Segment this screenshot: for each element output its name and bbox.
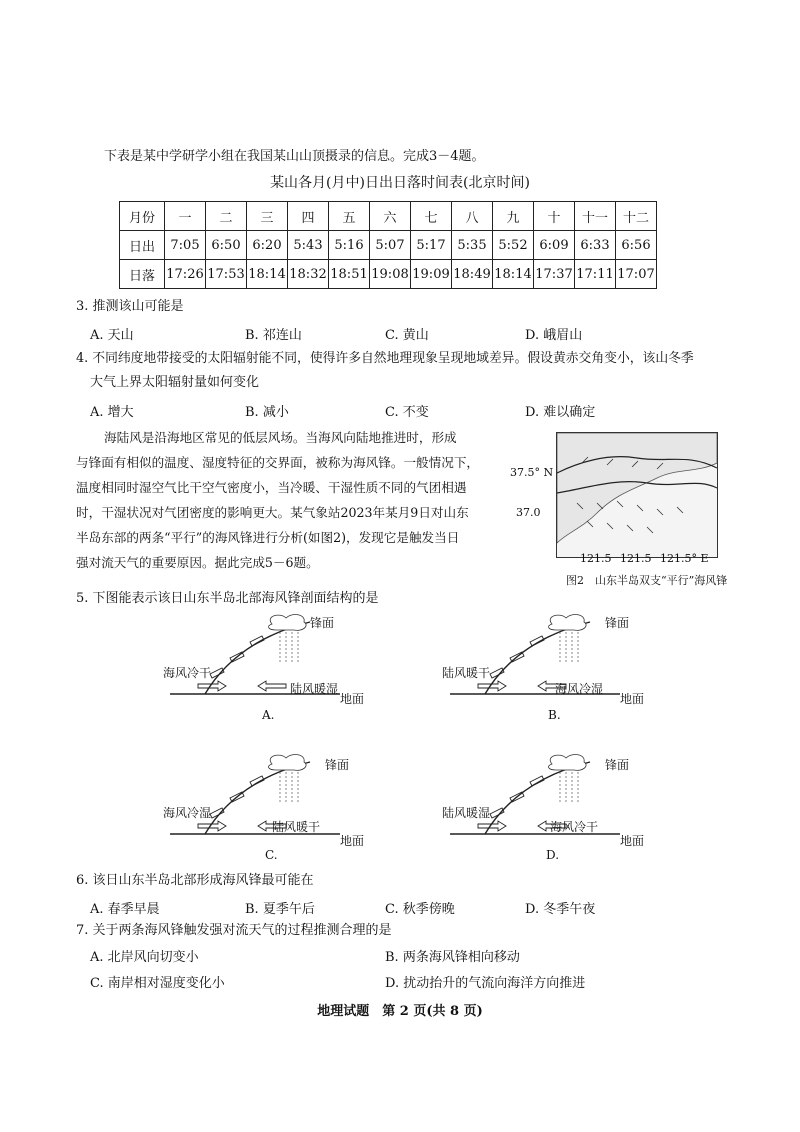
q6-stem: 6. 该日山东半岛北部形成海风锋最可能在 [76,873,314,888]
sunset-cell: 18:14 [493,260,534,289]
q5-stem: 5. 下图能表示该日山东半岛北部海风锋剖面结构的是 [76,591,379,606]
diagram-b-ground-label: 地面 [620,692,645,706]
diagram-d-right-air: 海风冷干 [550,820,599,834]
diagram-b-right-air: 海风冷湿 [555,682,604,696]
diagram-c-letter: C. [265,848,278,862]
month-cell: 八 [452,202,493,231]
lat-label-top: 37.5° N [510,466,554,479]
month-cell: 五 [329,202,370,231]
sunrise-cell: 6:33 [575,231,616,260]
sunset-cell: 19:09 [411,260,452,289]
table-row [120,260,657,289]
q4-option-d: D. 难以确定 [525,405,596,420]
q3-stem: 3. 推测该山可能是 [76,299,184,314]
q7-option-d: D. 扰动抬升的气流向海洋方向推进 [385,976,586,991]
month-cell: 四 [288,202,329,231]
figure2-map [556,432,718,558]
month-cell: 二 [206,202,247,231]
passage-line: 半岛东部的两条“平行”的海风锋进行分析(如图2)，发现它是触发当日 [76,530,460,545]
month-cell: 七 [411,202,452,231]
sunrise-cell: 5:16 [329,231,370,260]
q3-option-c: C. 黄山 [385,328,429,343]
month-cell: 十一 [575,202,616,231]
q4-option-a: A. 增大 [90,405,134,420]
diagram-d-ground-label: 地面 [620,834,645,848]
q6-option-c: C. 秋季傍晚 [385,902,455,917]
month-cell: 十二 [616,202,657,231]
diagram-c-right-air: 陆风暖干 [272,820,321,834]
q4-stem-line2: 大气上界太阳辐射量如何变化 [90,375,260,390]
diagram-a-letter: A. [262,708,275,722]
q7-stem: 7. 关于两条海风锋触发强对流天气的过程推测合理的是 [76,923,392,938]
lat-label-bottom: 37.0 [516,506,541,519]
sunset-cell: 18:32 [288,260,329,289]
figure2-caption: 图2 山东半岛双支“平行”海风锋 [566,574,728,587]
sunrise-cell: 5:17 [411,231,452,260]
sunrise-cell: 6:09 [534,231,575,260]
passage-line: 温度相同时湿空气比干空气密度小，当冷暖、干湿性质不同的气团相遇 [76,480,467,495]
table-caption: 某山各月(月中)日出日落时间表(北京时间) [270,175,530,191]
diagram-a-front-label: 锋面 [310,616,335,630]
diagram-b-left-air: 陆风暖干 [442,666,491,680]
passage-line: 海陆风是沿海地区常见的低层风场。当海风向陆地推进时，形成 [104,430,457,445]
q4-stem-line1: 4. 不同纬度地带接受的太阳辐射能不同，使得许多自然地理现象呈现地域差异。假设黄赤交角变小，该山冬季 [76,351,694,366]
month-cell: 六 [370,202,411,231]
sea-breeze-map-graphic [557,433,717,557]
lon-label: 121.5° E [660,552,709,565]
sunrise-cell: 5:43 [288,231,329,260]
diagram-b-letter: B. [548,708,561,722]
lon-label: 121.5 [580,552,612,565]
sunset-cell: 17:53 [206,260,247,289]
diagram-d-front-label: 锋面 [605,758,630,772]
sunset-cell: 17:37 [534,260,575,289]
q7-option-c: C. 南岸相对湿度变化小 [90,976,225,991]
diagram-a-left-air: 海风冷干 [163,666,212,680]
sunrise-cell: 6:20 [247,231,288,260]
sunset-cell: 18:14 [247,260,288,289]
diagram-c-ground-label: 地面 [340,834,365,848]
month-cell: 三 [247,202,288,231]
intro-text: 下表是某中学研学小组在我国某山山顶摄录的信息。完成3－4题。 [104,149,485,164]
table-row [120,202,657,231]
sunrise-label: 日出 [120,231,165,260]
sunset-cell: 18:51 [329,260,370,289]
sunrise-cell: 6:56 [616,231,657,260]
sunrise-cell: 7:05 [165,231,206,260]
sunset-cell: 18:49 [452,260,493,289]
q6-option-b: B. 夏季午后 [245,902,315,917]
sunrise-cell: 5:52 [493,231,534,260]
month-cell: 九 [493,202,534,231]
lon-label: 121.5 [620,552,652,565]
table-row [120,231,657,260]
q3-option-d: D. 峨眉山 [525,328,583,343]
sunset-cell: 17:26 [165,260,206,289]
sunset-cell: 19:08 [370,260,411,289]
diagram-c-front-label: 锋面 [325,758,350,772]
month-cell: 十 [534,202,575,231]
q3-option-b: B. 祁连山 [245,328,302,343]
sunrise-cell: 5:07 [370,231,411,260]
month-cell: 一 [165,202,206,231]
sunset-label: 日落 [120,260,165,289]
q7-option-b: B. 两条海风锋相向移动 [385,950,520,965]
q6-option-a: A. 春季早晨 [90,902,160,917]
table-header-cell: 月份 [120,202,165,231]
q6-option-d: D. 冬季午夜 [525,902,596,917]
sunrise-cell: 6:50 [206,231,247,260]
diagram-d-letter: D. [546,848,560,862]
passage-line: 强对流天气的重要原因。据此完成5－6题。 [76,555,319,570]
passage [76,425,536,575]
diagram-d-left-air: 陆风暖湿 [442,806,491,820]
passage-line: 与锋面有相似的温度、湿度特征的交界面，被称为海风锋。一般情况下， [76,455,479,470]
sunrise-sunset-table [119,201,657,289]
diagram-c-left-air: 海风冷湿 [163,806,212,820]
q4-option-c: C. 不变 [385,405,429,420]
diagram-b-front-label: 锋面 [605,616,630,630]
sunrise-cell: 5:35 [452,231,493,260]
diagram-a-right-air: 陆风暖湿 [290,682,339,696]
q3-option-a: A. 天山 [90,328,134,343]
page-footer: 地理试题 第 2 页(共 8 页) [317,1004,483,1019]
sunset-cell: 17:07 [616,260,657,289]
q7-option-a: A. 北岸风向切变小 [90,950,199,965]
diagram-a-ground-label: 地面 [340,692,365,706]
q4-option-b: B. 减小 [245,405,289,420]
sunset-cell: 17:11 [575,260,616,289]
passage-line: 时，干湿状况对气团密度的影响更大。某气象站2023年某月9日对山东 [76,505,469,520]
